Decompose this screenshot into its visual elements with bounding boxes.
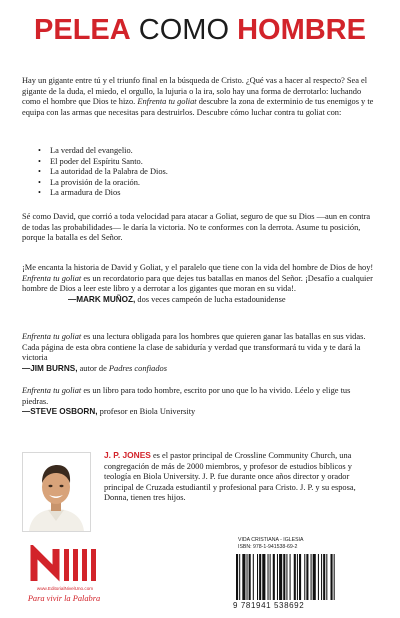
barcode-bar	[242, 554, 245, 600]
barcode-bar	[286, 554, 287, 600]
barcode-bar	[294, 554, 296, 600]
barcode-bar	[262, 554, 265, 600]
barcode-bar	[326, 554, 327, 600]
barcode-bar	[253, 554, 254, 600]
weapons-list	[38, 146, 168, 199]
barcode-bar	[259, 554, 261, 600]
intro-paragraph	[22, 76, 378, 118]
barcode-bar	[247, 554, 248, 600]
barcode-bar	[277, 554, 278, 600]
barcode-bar	[313, 554, 316, 600]
barcode-bar	[334, 554, 335, 600]
catalog-category: VIDA CRISTIANA - IGLESIA	[238, 537, 304, 543]
barcode-digits: 9 781941 538692	[233, 601, 305, 610]
barcode-bar	[321, 554, 322, 600]
endorsement-quote	[22, 263, 378, 305]
list-item: • El poder del Espíritu Santo.	[38, 157, 168, 168]
cover-title	[34, 13, 366, 46]
endorser-book: Padres confiados	[108, 363, 167, 373]
author-bio-text: es el pastor principal de Crossline Community Church, una congregación de más de 2000 miembros, y profesor de estudios bíblicos y teología en Biola University. J. P. fue durante once años director y orador principal de Cruzada estudiantil y profesional para Cristo. J. P. y su esposa, Donna, tienen tres hijos.	[104, 451, 356, 503]
endorser-name: —MARK MUÑOZ,	[68, 294, 136, 304]
endorsement-quote	[22, 332, 378, 374]
barcode-bar	[297, 554, 298, 600]
publisher-logo-icon	[22, 545, 108, 585]
quote-book-title: Enfrenta tu goliat	[22, 273, 82, 283]
barcode-bar	[239, 554, 240, 600]
barcode-bar	[323, 554, 325, 600]
quote-text: es un recordatorio para que dejes tus batallas en manos del Señor. ¡Desafío a cualquier hombre de Dios a leer este libro y a derrotar a los gigantes que moran en su vida!.	[22, 273, 373, 294]
endorser-name: —STEVE OSBORN,	[22, 407, 98, 417]
quote-book-title: Enfrenta tu goliat	[22, 332, 82, 341]
publisher-tagline: Para vivir la Palabra	[27, 594, 101, 603]
intro-text-1: Hay un gigante entre tú y el triunfo final en la búsqueda de Cristo. ¿Qué vas a hacer al respecto? Sea el gigante de la duda, el miedo, el orgullo, la lujuria o la ira, solo hay una forma de derrotarlo: luchando como el hombre que Dios te hizo.	[22, 76, 368, 107]
publisher-url: www.EditorialNivelUno.com	[36, 586, 94, 591]
barcode-bar	[290, 554, 291, 600]
quote-text: es un libro para todo hombre, escrito por uno que lo ha vivido. Léelo y elige tus piedras.	[22, 386, 351, 406]
barcode-bar	[257, 554, 258, 600]
intro-text-2: descubre la zona de exterminio de tus enemigos y te equipa con las armas que necesitas para destruirlos. Descubre cómo luchar contra tu goliat con:	[22, 97, 374, 117]
list-item: • La autoridad de la Palabra de Dios.	[38, 167, 168, 178]
barcode-bar	[311, 554, 312, 600]
barcode-bar	[270, 554, 271, 600]
intro-book-title: Enfrenta tu goliat	[137, 97, 197, 107]
author-portrait-icon	[23, 453, 90, 531]
author-name: J. P. JONES	[104, 450, 151, 460]
barcode-bar	[299, 554, 301, 600]
barcode-bar	[304, 554, 305, 600]
david-paragraph: Sé como David, que corrió a toda velocidad para atacar a Goliat, seguro de que su Dios —aun en contra de todas las probabilidades— le daría la victoria. No te conformes con la derrota. Asume tu posición, porque la batalla es del Señor.	[22, 212, 371, 243]
quote-text: ¡Me encanta la historia de David y Goliat, y el paralelo que tiene con la vida del hombre de Dios de hoy!	[22, 263, 374, 272]
title-word-1: PELEA	[34, 13, 131, 46]
barcode-bar	[331, 554, 333, 600]
title-band	[0, 0, 400, 60]
quote-attribution	[22, 407, 378, 418]
list-item: • La provisión de la oración.	[38, 178, 168, 189]
list-item: • La armadura de Dios	[38, 188, 168, 199]
barcode-bar	[306, 554, 308, 600]
author-bio	[104, 450, 380, 504]
quote-attribution	[22, 364, 378, 375]
list-item: • La verdad del evangelio.	[38, 146, 168, 157]
barcode-bar	[273, 554, 275, 600]
endorser-role: dos veces campeón de lucha estadounidense	[135, 294, 286, 304]
endorser-role: autor de	[77, 363, 109, 373]
barcode-bar	[268, 554, 269, 600]
barcode-bar	[279, 554, 282, 600]
endorser-name: —JIM BURNS,	[22, 363, 78, 373]
barcode-bar	[236, 554, 238, 600]
title-word-3: HOMBRE	[237, 13, 366, 46]
barcode-bar	[249, 554, 251, 600]
catalog-info	[238, 537, 303, 550]
barcode-icon	[234, 554, 366, 600]
quote-text: es una lectura obligada para los hombres que quieren ganar las batallas en sus vidas. Cada página de esta obra contiene la clase de sabiduría y verdad que transformará tu vida y te dará la victoria	[22, 332, 366, 363]
barcode-bar	[318, 554, 319, 600]
quote-book-title: Enfrenta tu goliat	[22, 386, 82, 395]
isbn-label: ISBN: 978-1-941538-69-2	[238, 543, 298, 550]
endorsement-quote	[22, 386, 378, 418]
barcode-bar	[283, 554, 285, 600]
endorser-role: profesor en Biola University	[97, 407, 196, 417]
author-photo	[22, 452, 91, 532]
quote-attribution	[22, 295, 378, 306]
title-word-2: COMO	[138, 13, 229, 46]
